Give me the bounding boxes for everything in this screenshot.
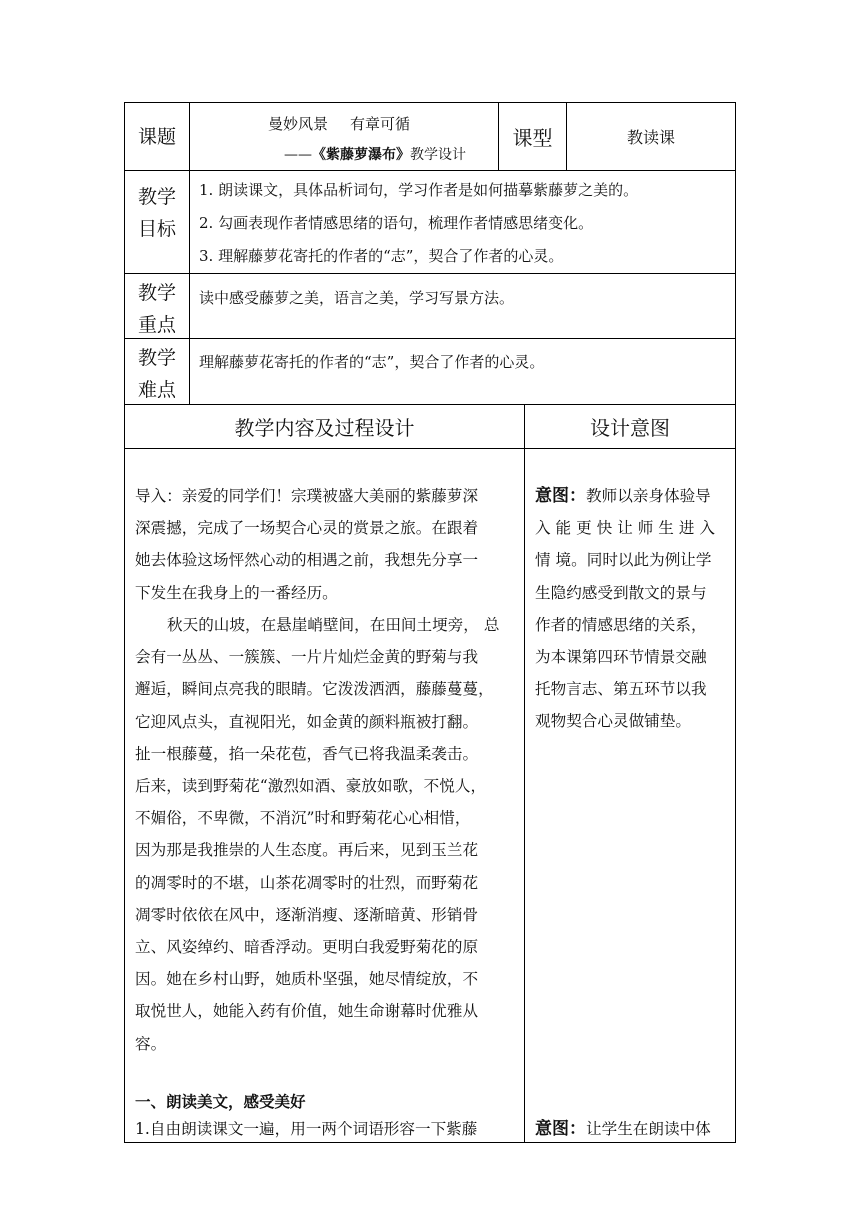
section1-title: 一、朗读美文，感受美好	[135, 1093, 306, 1111]
story-line: 容。	[135, 1034, 167, 1053]
intent-line: 为本课第四环节情景交融	[535, 648, 707, 667]
story-line: 不媚俗，不卑微，不消沉”时和野菊花心心相惜，	[135, 809, 471, 828]
intent-line: 生隐约感受到散文的景与	[535, 583, 707, 602]
objectives-label-line2: 目标	[137, 218, 176, 240]
difficulties-text: 理解藤萝花寄托的作者的“志”，契合了作者的心灵。	[199, 353, 545, 371]
story-line: 因。她在乡村山野，她质朴坚强，她尽情绽放，不	[135, 970, 479, 989]
intent-text: 教师以亲身体验导	[586, 487, 711, 505]
intent-line: 观物契合心灵做铺垫。	[535, 712, 691, 731]
objectives-label-line1: 教学	[137, 186, 176, 208]
story-line: 它迎风点头，直视阳光，如金黄的颜料瓶被打翻。	[135, 712, 479, 731]
lesson-plan-table	[124, 102, 736, 1143]
col-divider	[524, 404, 525, 1142]
title-line-2	[284, 140, 466, 170]
title-dash: ——	[284, 147, 312, 163]
story-line: 秋天的山坡，在悬崖峭壁间，在田间土埂旁， 总	[167, 616, 500, 634]
intent-text-2: 让学生在朗读中体	[586, 1120, 711, 1138]
objectives-list	[199, 175, 729, 274]
title-part-a: 曼妙风景	[268, 115, 329, 133]
difficulties-label-line2: 难点	[137, 379, 176, 401]
intent-label-2: 意图：	[535, 1119, 586, 1139]
intro-paragraph	[135, 480, 517, 609]
intent-line: 作者的情感思绪的关系，	[535, 615, 707, 634]
intent-line: 情 境。同时以此为例让学	[535, 551, 712, 570]
objective-item: 2. 勾画表现作者情感思绪的语句，梳理作者情感思绪变化。	[199, 214, 594, 232]
title-part-b: 有章可循	[350, 115, 411, 133]
story-line: 凋零时依依在风中，逐渐消瘦、逐渐暗黄、形销骨	[135, 905, 479, 924]
intent-line: 托物言志、第五环节以我	[535, 680, 707, 699]
title-book: 《紫藤萝瀑布》	[312, 147, 410, 163]
row-divider	[125, 448, 735, 449]
intent-label: 意图：	[535, 486, 586, 506]
difficulties-label-line1: 教学	[137, 347, 176, 369]
row-divider	[125, 170, 735, 171]
keypoints-label	[125, 277, 189, 341]
objective-item: 3. 理解藤萝花寄托的作者的“志”，契合了作者的心灵。	[199, 247, 564, 265]
story-line: 立、风姿绰约、暗香浮动。更明白我爱野菊花的原	[135, 938, 479, 957]
keypoints-label-line2: 重点	[137, 314, 176, 336]
story-line: 的凋零时的不堪，山茶花凋零时的壮烈，而野菊花	[135, 873, 479, 892]
story-paragraph	[135, 609, 517, 1060]
story-line: 后来，读到野菊花“激烈如酒、豪放如歌，不悦人，	[135, 777, 487, 796]
keti-label: 课题	[137, 125, 176, 148]
intent-line	[535, 480, 729, 512]
story-line: 扯一根藤蔓，掐一朵花苞，香气已将我温柔袭击。	[135, 744, 479, 763]
row-divider	[125, 338, 735, 339]
story-line: 因为那是我推崇的人生态度。再后来，见到玉兰花	[135, 841, 479, 860]
keypoints-label-line1: 教学	[137, 282, 176, 304]
story-line: 邂逅，瞬间点亮我的眼睛。它泼泼洒洒，藤藤蔓蔓，	[135, 680, 494, 699]
intent-block	[535, 480, 729, 738]
title-line-1	[268, 109, 410, 139]
story-line: 会有一丛丛、一簇簇、一片片灿烂金黄的野菊与我	[135, 648, 479, 667]
intro-line: 她去体验这场怦然心动的相遇之前，我想先分享一	[135, 551, 479, 570]
objectives-label	[125, 181, 189, 245]
intro-line: 深震撼，完成了一场契合心灵的赏景之旅。在跟着	[135, 519, 479, 538]
title-cell	[190, 103, 498, 170]
objective-item: 1. 朗读课文，具体品析词句，学习作者是如何描摹紫藤萝之美的。	[199, 181, 639, 199]
kexing-label: 课型	[512, 126, 553, 150]
intro-line: 下发生在我身上的一番经历。	[135, 583, 338, 602]
process-header: 教学内容及过程设计	[234, 416, 415, 440]
intro-line: 导入：亲爱的同学们！宗璞被盛大美丽的紫藤萝深	[135, 487, 479, 505]
keypoints-text: 读中感受藤萝之美，语言之美，学习写景方法。	[199, 289, 515, 307]
intent-block-2	[535, 1116, 729, 1142]
intent-line: 入 能 更 快 让 师 生 进 入	[535, 519, 715, 538]
story-line: 取悦世人，她能入药有价值，她生命谢幕时优雅从	[135, 1002, 479, 1021]
kexing-value: 教读课	[626, 128, 675, 147]
difficulties-label	[125, 342, 189, 406]
intent-header: 设计意图	[590, 416, 670, 440]
section1-item: 1.自由朗读课文一遍，用一两个词语形容一下紫藤	[135, 1120, 478, 1138]
title-suffix: 教学设计	[410, 147, 466, 163]
